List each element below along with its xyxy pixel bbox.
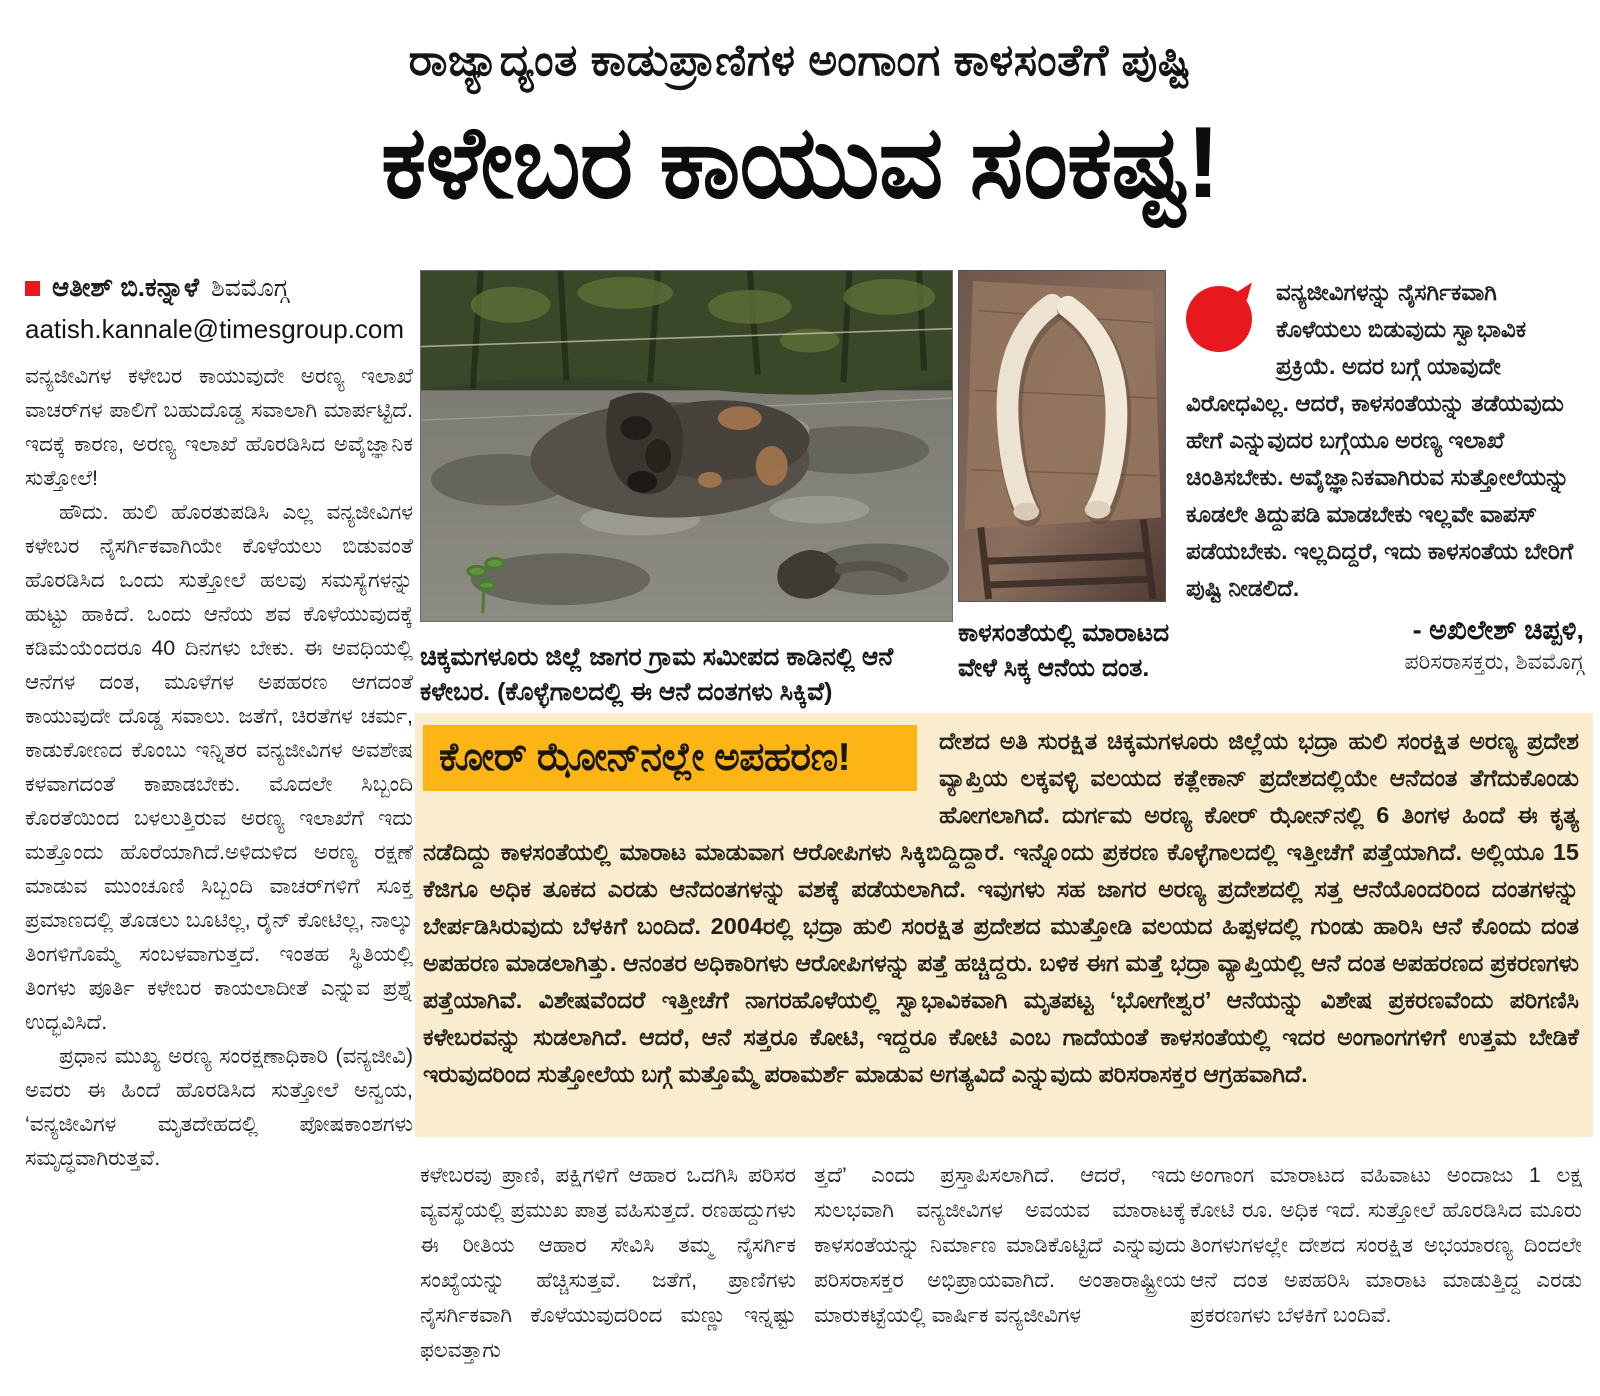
quote-attribution-role: ಪರಿಸರಾಸಕ್ತರು, ಶಿವಮೊಗ್ಗ bbox=[1404, 649, 1584, 674]
bottom-column-2: ತ್ತದೆ’ ಎಂದು ಪ್ರಸ್ತಾಪಿಸಲಾಗಿದೆ. ಆದರೆ, ಇದು ಸುಲಭವಾಗಿ ವನ್ಯಜೀವಿಗಳ ಅವಯವ ಮಾರಾಟಕ್ಕೆ ಕಾಳಸಂತೆಯನ್ನು ನಿರ್ಮಾಣ ಮಾಡಿಕೊಟ್ಟಿದೆ ಎನ್ನುವುದು ಪರಿಸರಾಸಕ್ತರ ಅಭಿಪ್ರಾಯವಾಗಿದೆ. ಅಂತಾರಾಷ್ಟ್ರೀಯ ಮಾರುಕಟ್ಟೆಯಲ್ಲಿ ವಾರ್ಷಿಕ ವನ್ಯಜೀವಿಗಳ bbox=[814, 1163, 1186, 1327]
tusks-photo-caption: ಕಾಳಸಂತೆಯಲ್ಲಿ ಮಾರಾಟದ ವೇಳೆ ಸಿಕ್ಕ ಆನೆಯ ದಂತ. bbox=[958, 619, 1170, 682]
elephant-carcass-photo bbox=[420, 270, 953, 622]
kicker-line: ರಾಜ್ಯಾದ್ಯಂತ ಕಾಡುಪ್ರಾಣಿಗಳ ಅಂಗಾಂಗ ಕಾಳಸಂತೆಗೆ ಪುಷ್ಟಿ bbox=[408, 36, 1192, 85]
main-photo-caption: ಚಿಕ್ಕಮಗಳೂರು ಜಿಲ್ಲೆ ಜಾಗರ ಗ್ರಾಮ ಸಮೀಪದ ಕಾಡಿನಲ್ಲಿ ಆನೆ ಕಳೇಬರ. (ಕೊಳ್ಳೆಗಾಲದಲ್ಲಿ ಈ ಆನೆ ದಂತಗಳು ಸಿಕ್ಕಿವೆ) bbox=[420, 643, 894, 706]
byline-square-icon bbox=[25, 281, 40, 296]
highlight-box-heading-band bbox=[423, 725, 917, 791]
left-text-column bbox=[25, 272, 413, 1175]
bottom-column-3: ಅಂಗಾಂಗ ಮಾರಾಟದ ವಹಿವಾಟು ಅಂದಾಜು 1 ಲಕ್ಷ ಕೋಟಿ ರೂ. ಅಧಿಕ ಇದೆ. ಸುತ್ತೋಲೆ ಹೊರಡಿಸಿದ ಮೂರು ತಿಂಗಳುಗಳಲ್ಲೇ ದೇಶದ ಸಂರಕ್ಷಿತ ಅಭಯಾರಣ್ಯ ದಿಂದಲೇ ಆನೆ ದಂತ ಅಪಹರಿಸಿ ಮಾರಾಟ ಮಾಡುತ್ತಿದ್ದ ಎರಡು ಪ್ರಕರಣಗಳು ಬೆಳಕಿಗೆ ಬಂದಿವೆ. bbox=[1190, 1163, 1582, 1327]
quote-text: ವನ್ಯಜೀವಿಗಳನ್ನು ನೈಸರ್ಗಿಕವಾಗಿ ಕೊಳೆಯಲು ಬಿಡುವುದು ಸ್ವಾಭಾವಿಕ ಪ್ರಕ್ರಿಯೆ. ಅದರ ಬಗ್ಗೆ ಯಾವುದೇ ವಿರೋಧವಿಲ್ಲ. ಆದರೆ, ಕಾಳಸಂತೆಯನ್ನು ತಡೆಯವುದು ಹೇಗೆ ಎನ್ನುವುದರ ಬಗ್ಗೆಯೂ ಅರಣ್ಯ ಇಲಾಖೆ ಚಿಂತಿಸಬೇಕು. ಅವೈಜ್ಞಾನಿಕವಾಗಿರುವ ಸುತ್ತೋಲೆಯನ್ನು ಕೂಡಲೇ ತಿದ್ದುಪಡಿ ಮಾಡಬೇಕು ಇಲ್ಲವೇ ವಾಪಸ್ ಪಡೆಯಬೇಕು. ಇಲ್ಲದಿದ್ದರೆ, ಇದು ಕಾಳಸಂತೆಯ ಬೇರಿಗೆ ಪುಷ್ಟಿ ನೀಡಲಿದೆ. bbox=[1186, 279, 1574, 601]
quote-column bbox=[1186, 274, 1584, 675]
bottom-column-1: ಕಳೇಬರವು ಪ್ರಾಣಿ, ಪಕ್ಷಿಗಳಿಗೆ ಆಹಾರ ಒದಗಿಸಿ ಪರಿಸರ ವ್ಯವಸ್ಥೆಯಲ್ಲಿ ಪ್ರಮುಖ ಪಾತ್ರ ವಹಿಸುತ್ತದೆ. ರಣಹದ್ದುಗಳು ಈ ರೀತಿಯ ಆಹಾರ ಸೇವಿಸಿ ತಮ್ಮ ನೈಸರ್ಗಿಕ ಸಂಖ್ಯೆಯನ್ನು ಹೆಚ್ಚಿಸುತ್ತವೆ. ಜತೆಗೆ, ಪ್ರಾಣಿಗಳು ನೈಸರ್ಗಿಕವಾಗಿ ಕೊಳೆಯುವುದರಿಂದ ಮಣ್ಣು ಇನ್ನಷ್ಟು ಫಲವತ್ತಾಗು bbox=[420, 1163, 796, 1362]
byline-location: ಶಿವಮೊಗ್ಗ bbox=[211, 273, 289, 302]
highlight-box-body: ದೇಶದ ಅತಿ ಸುರಕ್ಷಿತ ಚಿಕ್ಕಮಗಳೂರು ಜಿಲ್ಲೆಯ ಭದ್ರಾ ಹುಲಿ ಸಂರಕ್ಷಿತ ಅರಣ್ಯ ಪ್ರದೇಶ ವ್ಯಾಪ್ತಿಯ ಲಕ್ಕವಳ್ಳಿ ವಲಯದ ಕತ್ಲೇಕಾನ್ ಪ್ರದೇಶದಲ್ಲಿಯೇ ಆನೆದಂತ ತೆಗೆದುಕೊಂಡು ಹೋಗಲಾಗಿದೆ. ದುರ್ಗಮ ಅರಣ್ಯ ಕೋರ್ ಝೋನ್‌ನಲ್ಲಿ 6 ತಿಂಗಳ ಹಿಂದೆ ಈ ಕೃತ್ಯ ನಡೆದಿದ್ದು ಕಾಳಸಂತೆಯಲ್ಲಿ ಮಾರಾಟ ಮಾಡುವಾಗ ಆರೋಪಿಗಳು ಸಿಕ್ಕಿಬಿದ್ದಿದ್ದಾರೆ. ಇನ್ನೊಂದು ಪ್ರಕರಣ ಕೊಳ್ಳೆಗಾಲದಲ್ಲಿ ಇತ್ತೀಚೆಗೆ ಪತ್ತೆಯಾಗಿದೆ. ಅಲ್ಲಿಯೂ 15 ಕೆಜಿಗೂ ಅಧಿಕ ತೂಕದ ಎರಡು ಆನೆದಂತಗಳನ್ನು ವಶಕ್ಕೆ ಪಡೆಯಲಾಗಿದೆ. ಇವುಗಳು ಸಹ ಜಾಗರ ಅರಣ್ಯ ಪ್ರದೇಶದಲ್ಲಿ ಸತ್ತ ಆನೆಯೊಂದರಿಂದ ದಂತಗಳನ್ನು ಬೇರ್ಪಡಿಸಿರುವುದು ಬೆಳಕಿಗೆ ಬಂದಿದೆ. 2004ರಲ್ಲಿ ಭದ್ರಾ ಹುಲಿ ಸಂರಕ್ಷಿತ ಪ್ರದೇಶದ ಮುತ್ತೋಡಿ ವಲಯದ ಹಿಪ್ಪಳದಲ್ಲಿ ಗುಂಡು ಹಾರಿಸಿ ಆನೆ ಕೊಂದು ದಂತ ಅಪಹರಣ ಮಾಡಲಾಗಿತ್ತು. ಆನಂತರ ಅಧಿಕಾರಿಗಳು ಆರೋಪಿಗಳನ್ನು ಪತ್ತೆ ಹಚ್ಚಿದ್ದರು. ಬಳಿಕ ಈಗ ಮತ್ತೆ ಭದ್ರಾ ವ್ಯಾಪ್ತಿಯಲ್ಲಿ ಆನೆ ದಂತ ಅಪಹರಣದ ಪ್ರಕರಣಗಳು ಪತ್ತೆಯಾಗಿವೆ. ವಿಶೇಷವೆಂದರೆ ಇತ್ತೀಚೆಗೆ ನಾಗರಹೊಳೆಯಲ್ಲಿ ಸ್ವಾಭಾವಿಕವಾಗಿ ಮೃತಪಟ್ಟ ‘ಭೋಗೇಶ್ವರ’ ಆನೆಯನ್ನು ವಿಶೇಷ ಪ್ರಕರಣವೆಂದು ಪರಿಗಣಿಸಿ ಕಳೇಬರವನ್ನು ಸುಡಲಾಗಿದೆ. ಆದರೆ, ಆನೆ ಸತ್ತರೂ ಕೋಟಿ, ಇದ್ದರೂ ಕೋಟಿ ಎಂಬ ಗಾದೆಯಂತೆ ಕಾಳಸಂತೆಯಲ್ಲಿ ಇದರ ಅಂಗಾಂಗಗಳಿಗೆ ಉತ್ತಮ ಬೇಡಿಕೆ ಇರುವುದರಿಂದ ಸುತ್ತೋಲೆಯ ಬಗ್ಗೆ ಮತ್ತೊಮ್ಮೆ ಪರಾಮರ್ಶೆ ಮಾಡುವ ಅಗತ್ಯವಿದೆ ಎನ್ನುವುದು ಪರಿಸರಾಸಕ್ತರ ಆಗ್ರಹವಾಗಿದೆ. bbox=[423, 728, 1580, 1087]
tusks-photo bbox=[958, 270, 1166, 602]
tusks-illustration bbox=[959, 271, 1165, 601]
left-paragraph-2: ಹೌದು. ಹುಲಿ ಹೊರತುಪಡಿಸಿ ಎಲ್ಲ ವನ್ಯಜೀವಿಗಳ ಕಳೇಬರ ನೈಸರ್ಗಿಕವಾಗಿಯೇ ಕೊಳೆಯಲು ಬಿಡುವಂತೆ ಹೊರಡಿಸಿದ ಒಂದು ಸುತ್ತೋಲೆ ಹಲವು ಸಮಸ್ಯೆಗಳನ್ನು ಹುಟ್ಟು ಹಾಕಿದೆ. ಒಂದು ಆನೆಯ ಶವ ಕೊಳೆಯುವುದಕ್ಕೆ ಕಡಿಮೆಯೆಂದರೂ 40 ದಿನಗಳು ಬೇಕು. ಈ ಅವಧಿಯಲ್ಲಿ ಆನೆಗಳ ದಂತ, ಮೂಳೆಗಳ ಅಪಹರಣ ಆಗದಂತೆ ಕಾಯುವುದೇ ದೊಡ್ಡ ಸವಾಲು. ಜತೆಗೆ, ಚಿರತೆಗಳ ಚರ್ಮ, ಕಾಡುಕೋಣದ ಕೊಂಬು ಇನ್ನಿತರ ವನ್ಯಜೀವಿಗಳ ಅವಶೇಷ ಕಳವಾಗದಂತೆ ಕಾಪಾಡಬೇಕು. ಮೊದಲೇ ಸಿಬ್ಬಂದಿ ಕೊರತೆಯಿಂದ ಬಳಲುತ್ತಿರುವ ಅರಣ್ಯ ಇಲಾಖೆಗೆ ಇದು ಮತ್ತೊಂದು ಹೊರೆಯಾಗಿದೆ.ಅಳಿದುಳಿದ ಅರಣ್ಯ ರಕ್ಷಣೆ ಮಾಡುವ ಮುಂಚೂಣಿ ಸಿಬ್ಬಂದಿ ವಾಚರ್‌ಗಳಿಗೆ ಸೂಕ್ತ ಪ್ರಮಾಣದಲ್ಲಿ ತೊಡಲು ಬೂಟಿಲ್ಲ, ರೈನ್ ಕೋಟಿಲ್ಲ, ನಾಲ್ಕು ತಿಂಗಳಿಗೊಮ್ಮೆ ಸಂಬಳವಾಗುತ್ತದೆ. ಇಂತಹ ಸ್ಥಿತಿಯಲ್ಲಿ ತಿಂಗಳು ಪೂರ್ತಿ ಕಳೇಬರ ಕಾಯಲಾದೀತೆ ಎನ್ನುವ ಪ್ರಶ್ನೆ ಉದ್ಭವಿಸಿದೆ. bbox=[25, 500, 413, 1034]
quote-attribution: - ಅಖಿಲೇಶ್ ಚಿಪ್ಪಳಿ, bbox=[1412, 615, 1584, 645]
byline bbox=[25, 272, 413, 304]
byline-author: ಆತೀಶ್ ಬಿ.ಕನ್ನಾಳೆ bbox=[52, 272, 200, 302]
elephant-carcass-illustration bbox=[421, 271, 952, 621]
left-paragraph-3: ಪ್ರಧಾನ ಮುಖ್ಯ ಅರಣ್ಯ ಸಂರಕ್ಷಣಾಧಿಕಾರಿ (ವನ್ಯಜೀವಿ) ಅವರು ಈ ಹಿಂದೆ ಹೊರಡಿಸಿದ ಸುತ್ತೋಲೆ ಅನ್ವಯ, ‘ವನ್ಯಜೀವಿಗಳ ಮೃತದೇಹದಲ್ಲಿ ಪೋಷಕಾಂಶಗಳು ಸಮೃದ್ಧವಾಗಿರುತ್ತವೆ. bbox=[25, 1044, 413, 1170]
highlight-box bbox=[415, 713, 1593, 1137]
quote-bubble-icon bbox=[1186, 280, 1258, 352]
byline-email: aatish.kannale@timesgroup.com bbox=[25, 314, 405, 344]
left-paragraph-1: ವನ್ಯಜೀವಿಗಳ ಕಳೇಬರ ಕಾಯುವುದೇ ಅರಣ್ಯ ಇಲಾಖೆ ವಾಚರ್‌ಗಳ ಪಾಲಿಗೆ ಬಹುದೊಡ್ಡ ಸವಾಲಾಗಿ ಮಾರ್ಪಟ್ಟಿದೆ. ಇದಕ್ಕೆ ಕಾರಣ, ಅರಣ್ಯ ಇಲಾಖೆ ಹೊರಡಿಸಿದ ಅವೈಜ್ಞಾನಿಕ ಸುತ್ತೋಲೆ! bbox=[25, 364, 413, 490]
headline: ಕಳೇಬರ ಕಾಯುವ ಸಂಕಷ್ಟ! bbox=[381, 107, 1219, 219]
highlight-box-heading: ಕೋರ್ ಝೋನ್‌ನಲ್ಲೇ ಅಪಹರಣ! bbox=[439, 736, 851, 779]
